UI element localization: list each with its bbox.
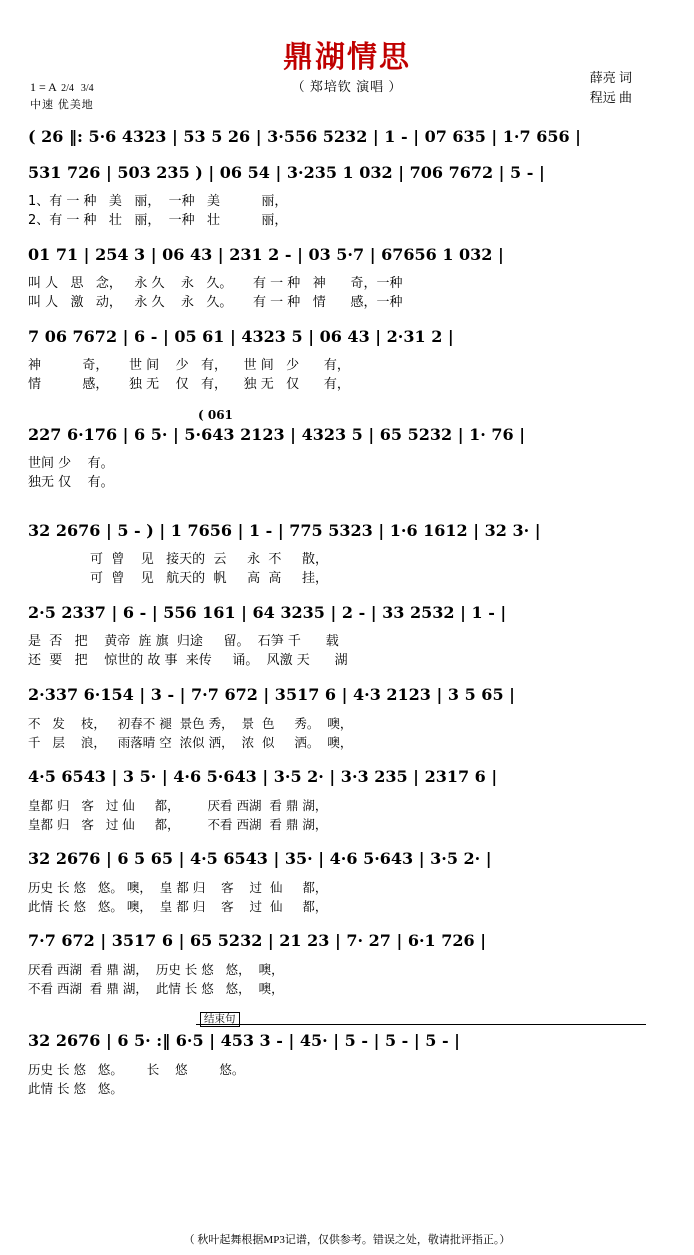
singer-credit: （ 郑培钦 演唱 ） xyxy=(291,79,403,94)
lyric-line: 历史 长 悠 悠。 噢， 皇 都 归 客 过 仙 都， xyxy=(28,880,328,895)
lyric-line: 不 发 枝， 初春不 褪 景色 秀， 景 色 秀。 噢， xyxy=(28,716,353,731)
lyric-line: 情 感， 独 无 仅 有， 独 无 仅 有， xyxy=(28,377,350,392)
lyric-line: 此情 长 悠 悠。 噢， 皇 都 归 客 过 仙 都， xyxy=(28,899,328,914)
music-system xyxy=(0,844,694,916)
page-title: 鼎湖情思 xyxy=(283,40,411,75)
lyric-line: 不看 西湖 看 鼎 湖， 此情 长 悠 悠， 噢， xyxy=(28,981,284,996)
music-system xyxy=(0,598,694,670)
footnote: （ 秋叶起舞根据MP3记谱，仅供参考。错误之处，敬请批评指正。） xyxy=(183,1234,511,1246)
lyric-line: 历史 长 悠 悠。 长 悠 悠。 xyxy=(28,1062,245,1077)
tempo-marking: 中速 优美地 xyxy=(30,99,94,111)
lyric-line: 叫 人 激 动， 永 久 永 久。 有 一 种 情 感，一种 xyxy=(28,295,403,310)
end-phrase-bracket xyxy=(196,1024,646,1025)
meter-second xyxy=(81,84,94,93)
notation-ossia: ( 061 xyxy=(198,408,233,422)
notation-line: 4·5 6543 | 3 5· | 4·6 5·643 | 3·5 2· | 3·3 235 | 2317 6 | xyxy=(28,767,498,786)
notation-line: 2·337 6·154 | 3 - | 7·7 672 | 3517 6 | 4·3 2123 | 3 5 65 | xyxy=(28,685,515,704)
notation-line: ( 26 ‖: 5·6 4323 | 53 5 26 | 3·556 5232 | 1 - | 07 635 | 1·7 656 | xyxy=(28,127,581,146)
notation-line: 32 2676 | 6 5· :‖ 6·5 | 453 3 - | 45· | 5 - | 5 - | 5 - | xyxy=(28,1031,460,1050)
composer-credit: 程远 曲 xyxy=(589,90,632,105)
lyricist-credit: 薛亮 词 xyxy=(589,70,632,85)
meter-second-value: 3/4 xyxy=(80,82,94,94)
lyric-line: 神 奇， 世 间 少 有， 世 间 少 有， xyxy=(28,358,350,373)
notation-line: 01 71 | 254 3 | 06 43 | 231 2 - | 03 5·7 | 67656 1 032 | xyxy=(28,245,504,264)
lyric-line: 世间 少 有。 xyxy=(28,456,114,471)
music-systems xyxy=(0,122,694,1100)
credits-block xyxy=(590,68,632,108)
notation-line: 7·7 672 | 3517 6 | 65 5232 | 21 23 | 7· 27 | 6·1 726 | xyxy=(28,931,487,950)
lyric-line: 1、有 一 种 美 丽， 一种 美 丽， xyxy=(28,194,288,209)
lyric-line: 皇都 归 客 过 仙 都， 不看 西湖 看 鼎 湖， xyxy=(28,817,328,832)
music-system xyxy=(0,926,694,998)
meter-first-value: 2/4 xyxy=(61,82,74,94)
lyric-line: 千 层 浪， 雨落晴 空 浓似 洒， 浓 似 洒。 噢， xyxy=(28,735,353,750)
lyric-line: 厌看 西湖 看 鼎 湖， 历史 长 悠 悠， 噢， xyxy=(28,962,284,977)
lyric-line: 可 曾 见 接天的 云 永 不 散， xyxy=(28,552,329,567)
music-system xyxy=(0,322,694,394)
end-phrase-label: 结束句 xyxy=(200,1012,240,1027)
notation-line: 32 2676 | 5 - ) | 1 7656 | 1 - | 775 5323 | 1·6 1612 | 32 3· | xyxy=(28,521,541,540)
music-system xyxy=(0,158,694,230)
lyric-line: 可 曾 见 航天的 帆 高 高 挂， xyxy=(28,571,329,586)
notation-line: 531 726 | 503 235 ) | 06 54 | 3·235 1 032 | 706 7672 | 5 - | xyxy=(28,163,545,182)
music-system xyxy=(0,516,694,588)
music-system xyxy=(0,762,694,834)
lyric-line: 是 否 把 黄帝 旌 旗 归途 留。 石笋 千 载 xyxy=(28,634,339,649)
lyric-line: 还 要 把 惊世的 故 事 来传 诵。 风激 天 湖 xyxy=(28,653,348,668)
lyric-line: 皇都 归 客 过 仙 都， 厌看 西湖 看 鼎 湖， xyxy=(28,798,328,813)
music-system-final xyxy=(0,1014,694,1098)
lyric-line: 此情 长 悠 悠。 xyxy=(28,1081,123,1096)
key-signature: 1 = A xyxy=(30,80,57,94)
music-system xyxy=(0,122,694,156)
music-system xyxy=(0,240,694,312)
lyric-line: 叫 人 思 念， 永 久 永 久。 有 一 种 神 奇，一种 xyxy=(28,276,403,291)
music-system xyxy=(0,680,694,752)
lyric-line: 2、有 一 种 壮 丽， 一种 壮 丽， xyxy=(28,213,288,228)
lyric-line: 独无 仅 有。 xyxy=(28,475,114,490)
notation-line: 7 06 7672 | 6 - | 05 61 | 4323 5 | 06 43 | 2·31 2 | xyxy=(28,327,454,346)
meter-first xyxy=(61,84,74,93)
notation-line: 32 2676 | 6 5 65 | 4·5 6543 | 35· | 4·6 5·643 | 3·5 2· | xyxy=(28,849,492,868)
notation-line: 2·5 2337 | 6 - | 556 161 | 64 3235 | 2 - | 33 2532 | 1 - | xyxy=(28,603,507,622)
key-and-meter-block xyxy=(30,80,96,113)
notation-line: 227 6·176 | 6 5· | 5·643 2123 | 4323 5 | 65 5232 | 1· 76 | xyxy=(28,425,526,444)
music-system xyxy=(0,404,694,492)
